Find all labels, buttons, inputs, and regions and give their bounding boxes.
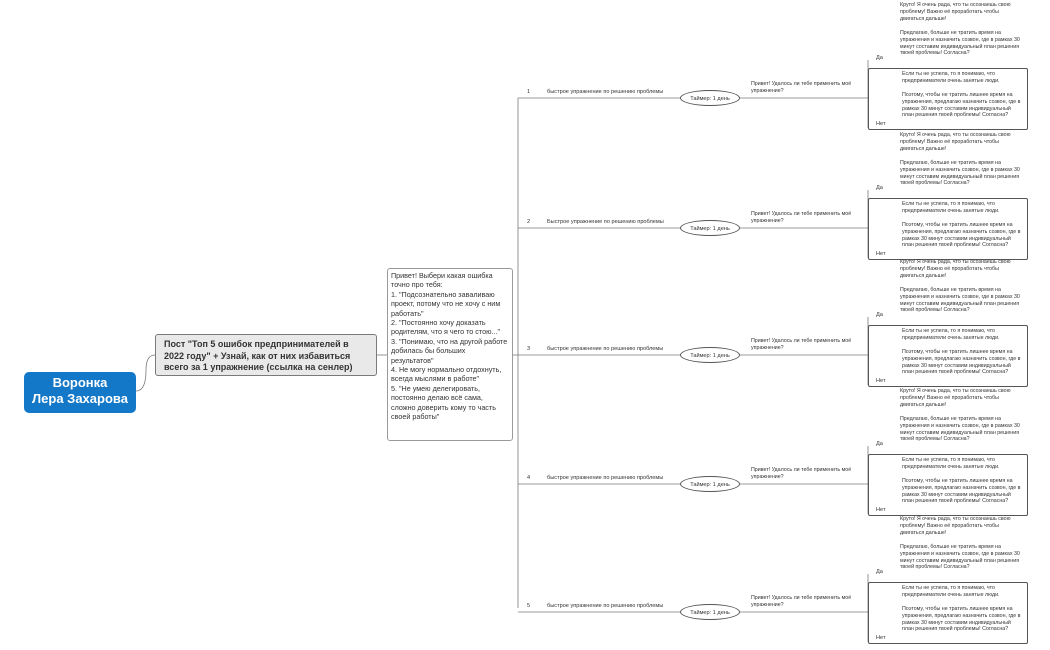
no-text1-4: Если ты не успела, то я понимаю, что предприниматели очень занятые люди. xyxy=(902,457,1000,470)
post-text: Пост "Топ 5 ошибок предпринимателей в 2022 году" + Узнай, как от них избавиться всего за 1 упражнение (ссылка на сенлер) xyxy=(164,339,353,372)
branch-exercise-5: быстрое упражнение по решению проблемы xyxy=(547,603,664,609)
branch-number-4: 4 xyxy=(527,475,531,481)
question-3: Привет! Удалось ли тебе применить моё упражнение? xyxy=(751,338,852,351)
no-text2-2: Поэтому, чтобы не тратить лишнее время на упражнения, предлагаю назначить созвон, где в рамках 30 минут составим индивидуальный план решения твоей проблемы! Согласна? xyxy=(902,222,1021,249)
error-item-2: 2. "Постоянно хочу доказать родителям, что я чего то стою..." xyxy=(391,318,501,337)
no-text2-3: Поэтому, чтобы не тратить лишнее время на упражнения, предлагаю назначить созвон, где в рамках 30 минут составим индивидуальный план решения твоей проблемы! Согласна? xyxy=(902,349,1021,376)
yes-label-5: Да xyxy=(876,569,883,575)
yes-label-1: Да xyxy=(876,55,883,61)
timer-node-3[interactable]: Таймер: 1 день xyxy=(680,347,740,363)
no-label-1: Нет xyxy=(876,121,886,127)
no-text1-3: Если ты не успела, то я понимаю, что предприниматели очень занятые люди. xyxy=(902,328,1000,341)
timer-node-4[interactable]: Таймер: 1 день xyxy=(680,476,740,492)
yes-text2-2: Предлагаю, больше не тратить время на упражнения и назначить созвон, где в рамках 30 минут составим индивидуальный план решения твоей проблемы! Согласна? xyxy=(900,160,1020,187)
root-title-line1: Воронка xyxy=(52,375,108,390)
yes-text2-5: Предлагаю, больше не тратить время на упражнения и назначить созвон, где в рамках 30 минут составим индивидуальный план решения твоей проблемы! Согласна? xyxy=(900,544,1020,571)
errors-intro: Привет! Выбери какая ошибка точно про тебя: xyxy=(391,271,493,290)
no-text2-1: Поэтому, чтобы не тратить лишнее время на упражнения, предлагаю назначить созвон, где в рамках 30 минут составим индивидуальный план решения твоей проблемы! Согласна? xyxy=(902,92,1021,119)
no-label-3: Нет xyxy=(876,378,886,384)
branch-exercise-1: быстрое упражнение по решению проблемы xyxy=(547,89,664,95)
yes-text2-4: Предлагаю, больше не тратить время на упражнения и назначить созвон, где в рамках 30 минут составим индивидуальный план решения твоей проблемы! Согласна? xyxy=(900,416,1020,443)
question-1: Привет! Удалось ли тебе применить моё упражнение? xyxy=(751,81,852,94)
no-label-2: Нет xyxy=(876,251,886,257)
branch-number-2: 2 xyxy=(527,219,531,225)
connector-root-post xyxy=(136,355,155,391)
yes-label-3: Да xyxy=(876,312,883,318)
yes-label-2: Да xyxy=(876,185,883,191)
errors-node[interactable] xyxy=(387,268,513,441)
no-label-4: Нет xyxy=(876,507,886,513)
branch-exercise-2: Быстрое упражнение по решению проблемы xyxy=(547,219,664,225)
yes-text1-4: Круто! Я очень рада, что ты осознаешь свою проблему! Важно её проработать чтобы двигаться дальше! xyxy=(900,388,1011,408)
timer-node-2[interactable]: Таймер: 1 день xyxy=(680,220,740,236)
branch-number-3: 3 xyxy=(527,346,531,352)
no-text1-5: Если ты не успела, то я понимаю, что предприниматели очень занятые люди. xyxy=(902,585,1000,598)
branch-exercise-4: быстрое упражнение по решению проблемы xyxy=(547,475,664,481)
error-item-3: 3. "Понимаю, что на другой работе добилась бы больших результатов" xyxy=(391,336,508,365)
root-title-line2: Лера Захарова xyxy=(32,391,128,406)
question-4: Привет! Удалось ли тебе применить моё упражнение? xyxy=(751,467,852,480)
branch-number-5: 5 xyxy=(527,603,531,609)
question-5: Привет! Удалось ли тебе применить моё упражнение? xyxy=(751,595,852,608)
root-node[interactable] xyxy=(24,372,136,413)
error-item-5: 5. "Не умею делегировать, постоянно делаю всё сама, сложно доверить кому то часть своей работы" xyxy=(391,383,496,422)
yes-text1-2: Круто! Я очень рада, что ты осознаешь свою проблему! Важно её проработать чтобы двигаться дальше! xyxy=(900,132,1011,152)
yes-text2-3: Предлагаю, больше не тратить время на упражнения и назначить созвон, где в рамках 30 минут составим индивидуальный план решения твоей проблемы! Согласна? xyxy=(900,287,1020,314)
yes-text1-5: Круто! Я очень рада, что ты осознаешь свою проблему! Важно её проработать чтобы двигаться дальше! xyxy=(900,516,1011,536)
timer-node-5[interactable]: Таймер: 1 день xyxy=(680,604,740,620)
no-text1-1: Если ты не успела, то я понимаю, что предприниматели очень занятые люди. xyxy=(902,71,1000,84)
yes-label-4: Да xyxy=(876,441,883,447)
yes-text2-1: Предлагаю, больше не тратить время на упражнения и назначить созвон, где в рамках 30 минут составим индивидуальный план решения твоей проблемы! Согласна? xyxy=(900,30,1020,57)
timer-node-1[interactable]: Таймер: 1 день xyxy=(680,90,740,106)
no-text2-4: Поэтому, чтобы не тратить лишнее время на упражнения, предлагаю назначить созвон, где в рамках 30 минут составим индивидуальный план решения твоей проблемы! Согласна? xyxy=(902,478,1021,505)
no-text2-5: Поэтому, чтобы не тратить лишнее время на упражнения, предлагаю назначить созвон, где в рамках 30 минут составим индивидуальный план решения твоей проблемы! Согласна? xyxy=(902,606,1021,633)
error-item-4: 4. Не могу нормально отдохнуть, всегда мыслями в работе" xyxy=(391,365,502,384)
question-2: Привет! Удалось ли тебе применить моё упражнение? xyxy=(751,211,852,224)
branch-number-1: 1 xyxy=(527,89,531,95)
no-label-5: Нет xyxy=(876,635,886,641)
yes-text1-3: Круто! Я очень рада, что ты осознаешь свою проблему! Важно её проработать чтобы двигаться дальше! xyxy=(900,259,1011,279)
error-item-1: 1. "Подсознательно заваливаю проект, потому что не хочу с ним работать" xyxy=(391,289,501,318)
post-node[interactable] xyxy=(155,334,377,376)
yes-text1-1: Круто! Я очень рада, что ты осознаешь свою проблему! Важно её проработать чтобы двигаться дальше! xyxy=(900,2,1011,22)
branch-exercise-3: быстрое упражнение по решению проблемы xyxy=(547,346,664,352)
no-text1-2: Если ты не успела, то я понимаю, что предприниматели очень занятые люди. xyxy=(902,201,1000,214)
